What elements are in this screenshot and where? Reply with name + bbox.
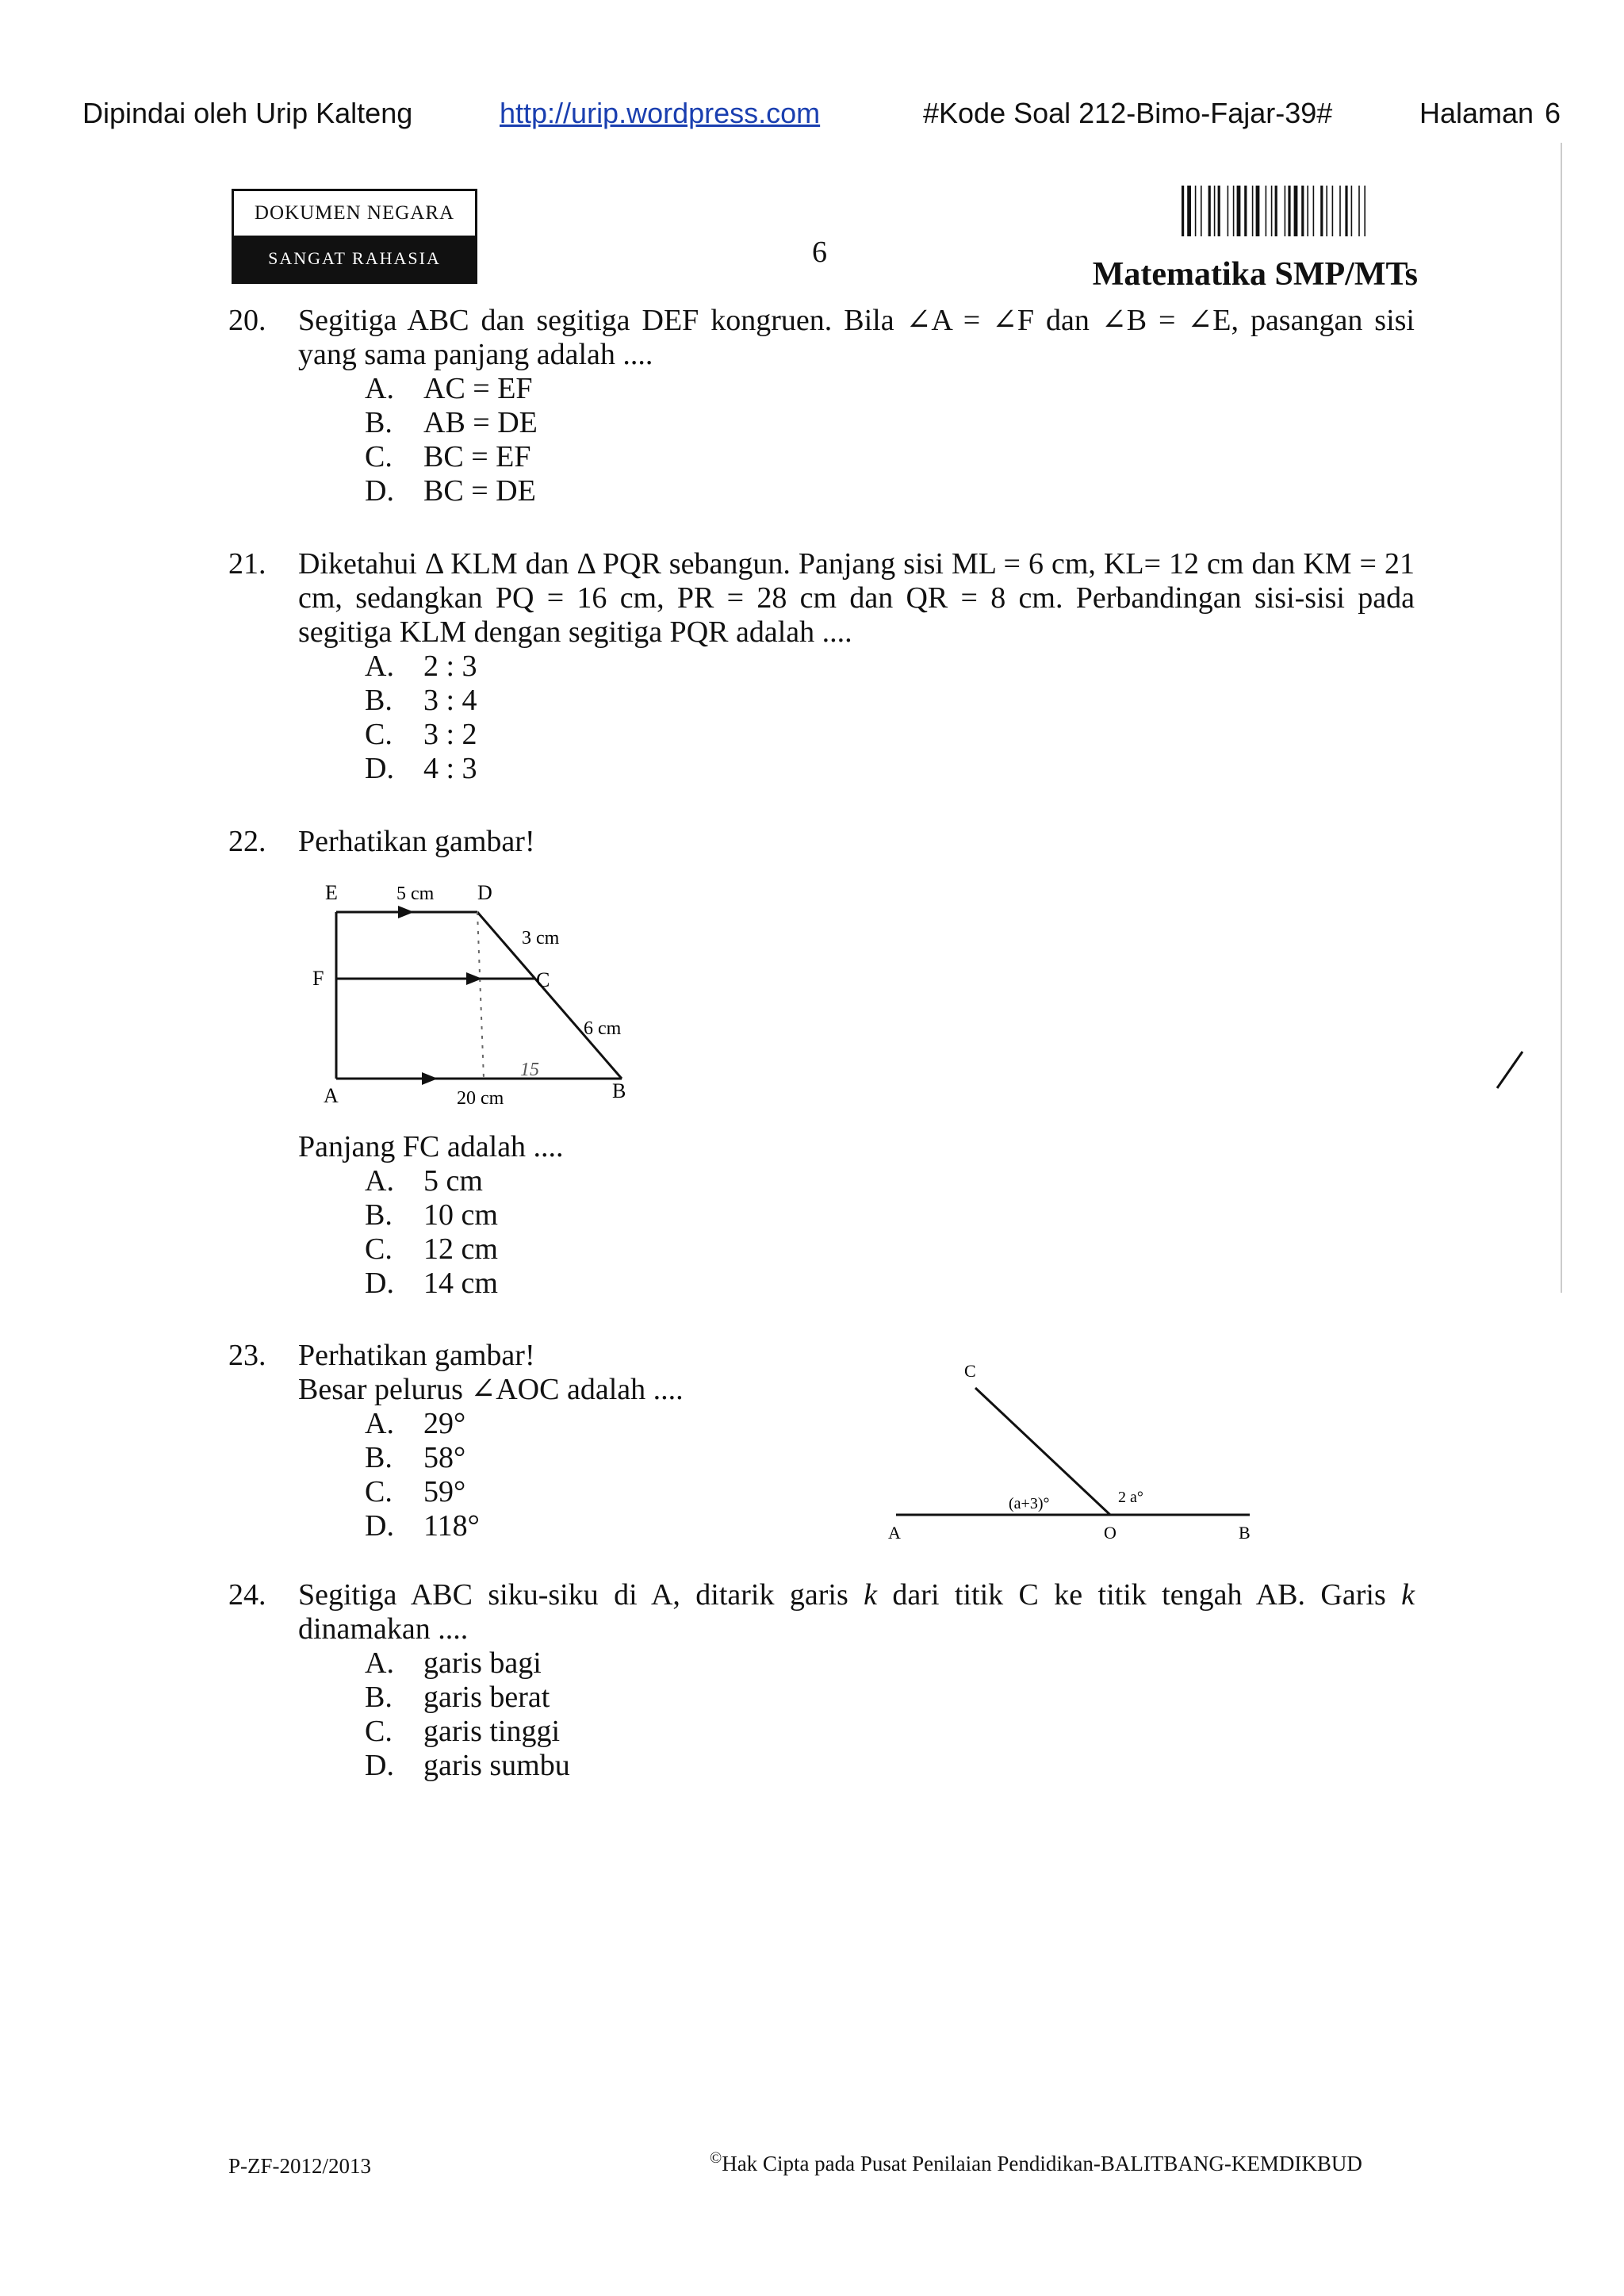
- label-angle-left: (a+3)°: [1009, 1495, 1050, 1512]
- dotted-height: [477, 912, 484, 1079]
- label-B: B: [1239, 1523, 1251, 1543]
- option-c[interactable]: C. 3 : 2: [365, 718, 477, 751]
- barcode-icon: [1178, 186, 1416, 236]
- secret-label: SANGAT RAHASIA: [234, 236, 475, 282]
- document-classification-box: [232, 189, 477, 284]
- question-21: [228, 547, 1418, 793]
- footer-code: P-ZF-2012/2013: [228, 2154, 372, 2178]
- doc-label: DOKUMEN NEGARA: [254, 202, 455, 224]
- question-number: 22.: [228, 825, 266, 858]
- scan-header: [82, 97, 1565, 136]
- label-E: E: [325, 881, 338, 904]
- trapezoid-figure: [301, 872, 650, 1126]
- label-AB: 20 cm: [457, 1088, 504, 1109]
- question-24: [228, 1578, 1418, 1800]
- question-number: 24.: [228, 1578, 266, 1612]
- handwritten-note: 15: [520, 1060, 539, 1080]
- option-b[interactable]: B. garis berat: [365, 1681, 550, 1714]
- label-CB: 6 cm: [584, 1018, 622, 1039]
- option-c[interactable]: C. BC = EF: [365, 440, 531, 473]
- page-number: 6: [812, 236, 827, 269]
- question-number: 23.: [228, 1339, 266, 1372]
- option-d[interactable]: D. 118°: [365, 1509, 480, 1543]
- option-a[interactable]: A. AC = EF: [365, 372, 533, 405]
- label-A: A: [888, 1523, 901, 1543]
- option-d[interactable]: D. garis sumbu: [365, 1749, 570, 1782]
- pen-mark-icon: [1491, 1047, 1530, 1094]
- label-angle-right: 2 a°: [1118, 1489, 1143, 1506]
- options-list: [365, 1164, 498, 1301]
- option-a[interactable]: A. 2 : 3: [365, 650, 477, 683]
- subject-title: Matematika SMP/MTs: [1092, 256, 1418, 293]
- parallel-arrow-icon: [466, 972, 482, 985]
- question-code: #Kode Soal 212-Bimo-Fajar-39#: [923, 97, 1333, 129]
- options-list: [365, 650, 477, 786]
- scan-edge-line: [1559, 143, 1564, 1293]
- parallel-arrow-icon: [422, 1072, 438, 1085]
- option-b[interactable]: B. 3 : 4: [365, 684, 477, 717]
- scan-page-label: Halaman: [1419, 97, 1534, 129]
- label-O: O: [1104, 1523, 1116, 1543]
- label-DC: 3 cm: [522, 928, 560, 949]
- scan-page-value: 6: [1545, 97, 1561, 129]
- option-d[interactable]: D. 14 cm: [365, 1267, 498, 1300]
- option-c[interactable]: C. 12 cm: [365, 1232, 498, 1266]
- angle-figure: [872, 1348, 1285, 1547]
- label-D: D: [477, 881, 492, 904]
- option-c[interactable]: C. 59°: [365, 1475, 466, 1508]
- question-text: Perhatikan gambar!: [298, 1339, 535, 1372]
- question-text: Diketahui Δ KLM dan Δ PQR sebangun. Panjang sisi ML = 6 cm, KL= 12 cm dan KM = 21 cm, sedangkan PQ = 16 cm, PR = 28 cm dan QR = 8 cm. Perbandingan sisi-sisi pada segitiga KLM dengan segitiga PQR adalah ....: [298, 547, 1415, 649]
- label-C: C: [536, 968, 550, 991]
- question-20: [228, 304, 1418, 510]
- option-b[interactable]: B. AB = DE: [365, 406, 538, 439]
- parallel-arrow-icon: [398, 906, 414, 918]
- option-d[interactable]: D. BC = DE: [365, 474, 536, 508]
- question-prompt: Besar pelurus ∠AOC adalah ....: [298, 1373, 684, 1406]
- question-text: Segitiga ABC siku-siku di A, ditarik garis k dari titik C ke titik tengah AB. Garis k dinamakan ....: [298, 1578, 1415, 1646]
- question-number: 21.: [228, 547, 266, 581]
- option-a[interactable]: A. 29°: [365, 1407, 466, 1440]
- scan-url-link[interactable]: http://urip.wordpress.com: [500, 97, 821, 129]
- label-C: C: [964, 1361, 976, 1381]
- option-d[interactable]: D. 4 : 3: [365, 752, 477, 785]
- question-text: Perhatikan gambar!: [298, 825, 535, 858]
- option-b[interactable]: B. 58°: [365, 1441, 466, 1474]
- label-B: B: [612, 1079, 626, 1102]
- option-b[interactable]: B. 10 cm: [365, 1198, 498, 1232]
- option-a[interactable]: A. 5 cm: [365, 1164, 483, 1198]
- question-prompt: Panjang FC adalah ....: [298, 1130, 564, 1163]
- option-a[interactable]: A. garis bagi: [365, 1646, 542, 1680]
- label-A: A: [324, 1084, 339, 1107]
- label-F: F: [312, 967, 324, 990]
- options-list: [365, 1646, 570, 1783]
- label-ED: 5 cm: [396, 884, 435, 904]
- options-list: [365, 1407, 480, 1543]
- scanned-by: Dipindai oleh Urip Kalteng: [82, 97, 413, 129]
- options-list: [365, 372, 538, 508]
- option-c[interactable]: C. garis tinggi: [365, 1715, 561, 1748]
- question-text: Segitiga ABC dan segitiga DEF kongruen. Bila ∠A = ∠F dan ∠B = ∠E, pasangan sisi yang sama panjang adalah ....: [298, 304, 1415, 371]
- question-number: 20.: [228, 304, 266, 337]
- footer-copyright: ©Hak Cipta pada Pusat Penilaian Pendidikan-BALITBANG-KEMDIKBUD: [710, 2149, 1362, 2175]
